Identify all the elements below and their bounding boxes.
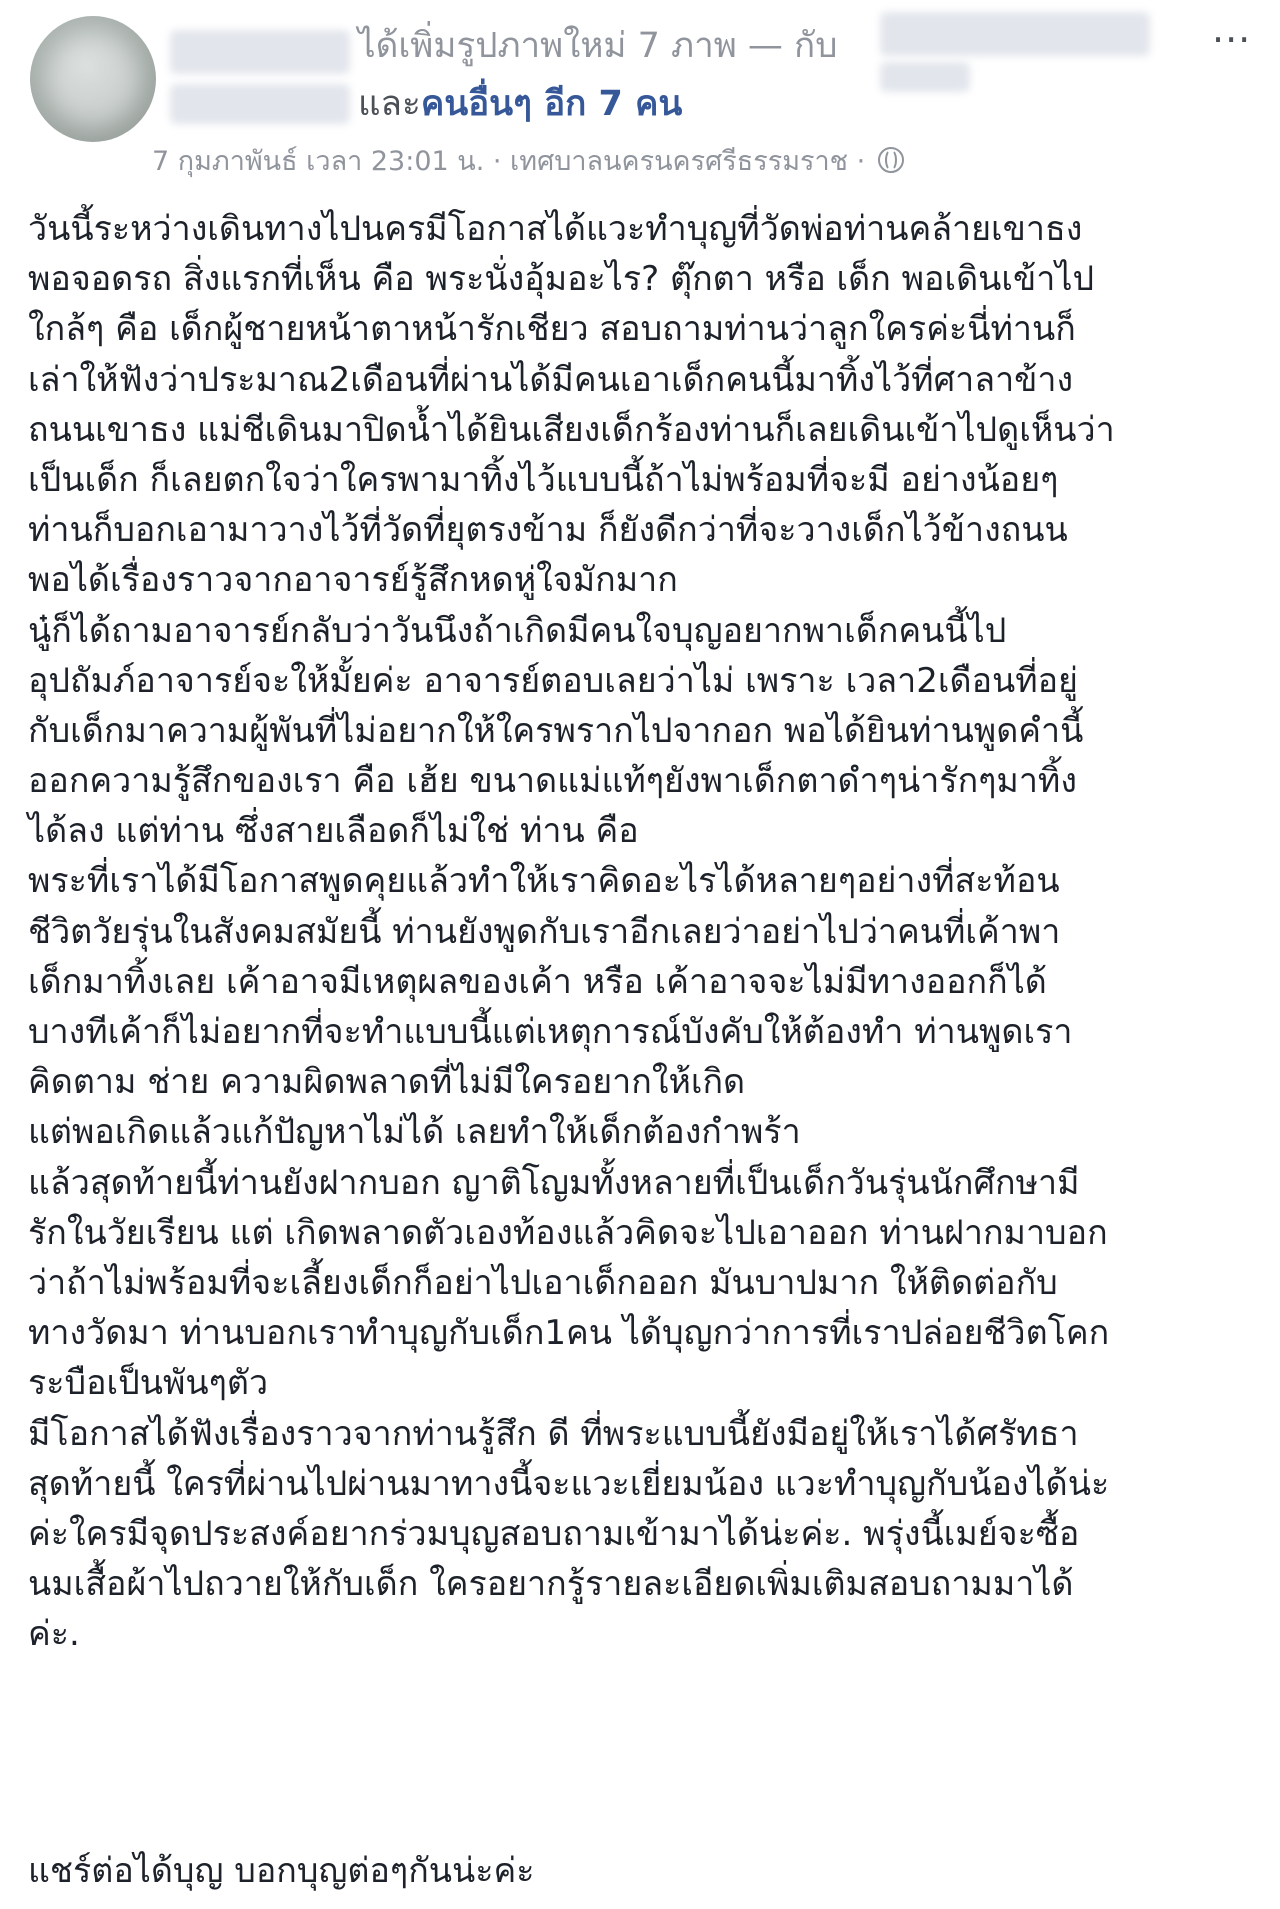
globe-icon[interactable] [878, 147, 904, 173]
post-body [28, 204, 1258, 1659]
avatar[interactable] [30, 16, 156, 142]
post-body-line: มีโอกาสได้ฟังเรื่องราวจากท่านรู้สึก ดี ที่พระแบบนี้ยังมีอยู่ให้เราได้ศรัทธา [28, 1413, 1079, 1454]
post-body-line: ท่านก็บอกเอามาวางไว้ที่วัดที่ยุตรงข้าม ก็ยังดีกว่าที่จะวางเด็กไว้ข้างถนน [28, 510, 1068, 551]
post-body-line: ค่ะใครมีจุดประสงค์อยากร่วมบุญสอบถามเข้ามาได้น่ะค่ะ. พรุ่งนี้เมย์จะซื้อ [28, 1513, 1080, 1554]
post-body-line: บางทีเค้าก็ไม่อยากที่จะทำแบบนี้แต่เหตุการณ์บังคับให้ต้องทำ ท่านพูดเรา [28, 1012, 1073, 1052]
post-body-line: ออกความรู้สึกของเรา คือ เฮ้ย ขนาดแม่แท้ๆยังพาเด็กตาดำๆน่ารักๆมาทิ้ง [28, 761, 1077, 802]
post-timestamp-location[interactable]: 7 กุมภาพันธ์ เวลา 23:01 น. · เทศบาลนครนครศรีธรรมราช · [152, 146, 866, 177]
post-body-line: เล่าให้ฟังว่าประมาณ2เดือนที่ผ่านได้มีคนเอาเด็กคนนี้มาทิ้งไว้ที่ศาลาข้าง [28, 359, 1074, 400]
more-options-icon[interactable]: ··· [1212, 18, 1252, 62]
post-body-line: เป็นเด็ก ก็เลยตกใจว่าใครพามาทิ้งไว้แบบนี้ถ้าไม่พร้อมที่จะมี อย่างน้อยๆ [28, 459, 1059, 500]
post-body-line: วันนี้ระหว่างเดินทางไปนครมีโอกาสได้แวะทำบุญที่วัดพ่อท่านคล้ายเขาธง [28, 209, 1083, 249]
post-body-line: ว่าถ้าไม่พร้อมที่จะเลี้ยงเด็กก็อย่าไปเอาเด็กออก มันบาปมาก ให้ติดต่อกับ [28, 1262, 1058, 1303]
post-meta [152, 142, 904, 182]
post-body-line: แล้วสุดท้ายนี้ท่านยังฝากบอก ญาติโญมทั้งหลายที่เป็นเด็กวันรุ่นนักศึกษามี [28, 1162, 1080, 1203]
tagged-prefix: และ [358, 84, 421, 124]
post-body-line: สุดท้ายนี้ ใครที่ผ่านไปผ่านมาทางนี้จะแวะเยี่ยมน้อง แวะทำบุญกับน้องได้น่ะ [28, 1463, 1110, 1504]
post-body-line: พระที่เราได้มีโอกาสพูดคุยแล้วทำให้เราคิดอะไรได้หลายๆอย่างที่สะท้อน [28, 861, 1060, 902]
post-body-line: พอได้เรื่องราวจากอาจารย์รู้สึกหดหู่ใจมักมาก [28, 560, 678, 601]
post-body-line: กับเด็กมาความผู้พันที่ไม่อยากให้ใครพรากไปจากอก พอได้ยินท่านพูดคำนี้ [28, 710, 1084, 751]
post-body-line: ระบือเป็นพันๆตัว [28, 1363, 269, 1404]
tagged-others-link[interactable]: คนอื่นๆ อีก 7 คน [420, 84, 683, 124]
post-body-line: ทางวัดมา ท่านบอกเราทำบุญกับเด็ก1คน ได้บุญกว่าการที่เราปล่อยชีวิตโคก [28, 1313, 1110, 1354]
post-closing-line: แชร์ต่อได้บุญ บอกบุญต่อๆกันน่ะค่ะ [28, 1851, 535, 1891]
redacted-author-name[interactable] [170, 30, 350, 74]
redacted-tagged-name-2[interactable] [880, 62, 970, 92]
post-body-line: ชีวิตวัยรุ่นในสังคมสมัยนี้ ท่านยังพูดกับเราอีกเลยว่าอย่าไปว่าคนที่เค้าพา [28, 911, 1061, 952]
post-body-line: ใกล้ๆ คือ เด็กผู้ชายหน้าตาหน้ารักเชียว สอบถามท่านว่าลูกใครค่ะนี่ท่านก็ [28, 309, 1076, 350]
post-body-line: ถนนเขาธง แม่ชีเดินมาปิดน้ำได้ยินเสียงเด็กร้องท่านก็เลยเดินเข้าไปดูเห็นว่า [28, 409, 1115, 450]
post-body-line: แต่พอเกิดแล้วแก้ปัญหาไม่ได้ เลยทำให้เด็กต้องกำพร้า [28, 1112, 801, 1153]
redacted-author-name-2[interactable] [170, 84, 350, 124]
post-body-line: นมเสื้อผ้าไปถวายให้กับเด็ก ใครอยากรู้รายละเอียดเพิ่มเติมสอบถามมาได้ [28, 1564, 1074, 1605]
post-body-line: ได้ลง แต่ท่าน ซึ่งสายเลือดก็ไม่ใช่ ท่าน คือ [28, 811, 639, 852]
post-tagged-others [358, 80, 682, 128]
post-body-line: เด็กมาทิ้งเลย เค้าอาจมีเหตุผลของเค้า หรือ เค้าอาจจะไม่มีทางออกก็ได้ [28, 961, 1047, 1002]
redacted-tagged-name[interactable] [880, 12, 1150, 56]
post-body-line: รักในวัยเรียน แต่ เกิดพลาดตัวเองท้องแล้วคิดจะไปเอาออก ท่านฝากมาบอก [28, 1212, 1108, 1253]
post-body-line: คิดตาม ช่าย ความผิดพลาดที่ไม่มีใครอยากให้เกิด [28, 1062, 746, 1103]
post-body-line: อุปถัมภ์อาจารย์จะให้มั้ยค่ะ อาจารย์ตอบเลยว่าไม่ เพราะ เวลา2เดือนที่อยู่ [28, 660, 1078, 701]
post-body-line: พอจอดรถ สิ่งแรกที่เห็น คือ พระนั่งอุ้มอะไร? ตุ๊กตา หรือ เด็ก พอเดินเข้าไป [28, 259, 1095, 300]
post-action-text: ได้เพิ่มรูปภาพใหม่ 7 ภาพ — กับ [358, 26, 838, 66]
post-body-line: นู๋ก็ได้ถามอาจารย์กลับว่าวันนึงถ้าเกิดมีคนใจบุญอยากพาเด็กคนนี้ไป [28, 610, 1007, 651]
post-body-line: ค่ะ. [28, 1614, 80, 1655]
